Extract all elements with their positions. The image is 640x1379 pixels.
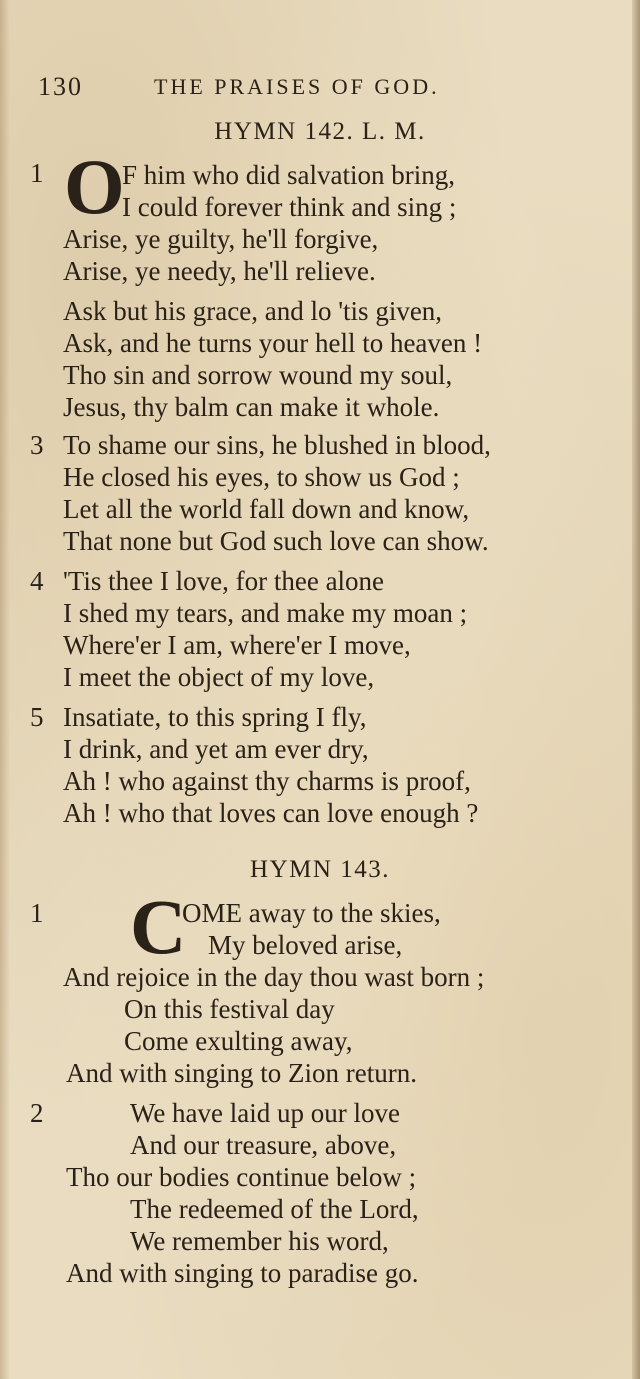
verse-number: 5 xyxy=(30,702,44,732)
hymn-line: I could forever think and sing ; xyxy=(122,192,457,222)
hymn-line: He closed his eyes, to show us God ; xyxy=(63,462,460,492)
hymn-line: Arise, ye guilty, he'll forgive, xyxy=(63,224,379,254)
hymn-line: And rejoice in the day thou wast born ; xyxy=(63,962,485,992)
hymn-line: On this festival day xyxy=(124,994,335,1024)
hymn-line: And with singing to Zion return. xyxy=(66,1058,417,1088)
hymn-line: And with singing to paradise go. xyxy=(66,1258,419,1288)
hymn-line: Tho sin and sorrow wound my soul, xyxy=(63,360,453,390)
hymn-143-title: HYMN 143. xyxy=(250,856,390,883)
hymn-line: That none but God such love can show. xyxy=(63,526,489,556)
hymn-line: My beloved arise, xyxy=(208,930,403,960)
hymn-line: I drink, and yet am ever dry, xyxy=(63,734,369,764)
hymn-line: The redeemed of the Lord, xyxy=(130,1194,419,1224)
hymn-line: Ask but his grace, and lo 'tis given, xyxy=(63,296,443,326)
verse-number: 4 xyxy=(30,566,44,596)
hymn-line: We have laid up our love xyxy=(130,1098,400,1128)
hymn-line: We remember his word, xyxy=(130,1226,389,1256)
hymn-line: Let all the world fall down and know, xyxy=(63,494,470,524)
drop-cap-letter: C xyxy=(130,883,187,970)
hymn-142-title: HYMN 142. L. M. xyxy=(214,118,426,145)
hymn-line: Insatiate, to this spring I fly, xyxy=(63,702,367,732)
verse-number: 1 xyxy=(30,158,44,188)
hymn-line: Arise, ye needy, he'll relieve. xyxy=(63,256,376,286)
page-number: 130 xyxy=(38,72,83,101)
verse-number: 2 xyxy=(30,1098,44,1128)
running-head: THE PRAISES OF GOD. xyxy=(154,74,440,99)
hymn-line: And our treasure, above, xyxy=(130,1130,397,1160)
hymn-line: Ah ! who against thy charms is proof, xyxy=(63,766,471,796)
hymn-line: Tho our bodies continue below ; xyxy=(66,1162,417,1192)
hymn-line: Ask, and he turns your hell to heaven ! xyxy=(63,328,483,358)
hymn-line: Come exulting away, xyxy=(124,1026,353,1056)
hymn-line: I shed my tears, and make my moan ; xyxy=(63,598,468,628)
page-edge-shadow xyxy=(632,0,640,1379)
hymn-line: F him who did salvation bring, xyxy=(122,160,455,190)
hymn-line: OME away to the skies, xyxy=(182,898,441,928)
hymn-line: Ah ! who that loves can love enough ? xyxy=(63,798,479,828)
page-gutter-shadow xyxy=(0,0,10,1379)
verse-number: 3 xyxy=(30,430,44,460)
drop-cap-letter: O xyxy=(64,143,125,230)
hymn-line: Where'er I am, where'er I move, xyxy=(63,630,411,660)
verse-number: 1 xyxy=(30,898,44,928)
hymn-line: 'Tis thee I love, for thee alone xyxy=(63,566,385,596)
hymn-line: Jesus, thy balm can make it whole. xyxy=(63,392,440,422)
hymn-line: I meet the object of my love, xyxy=(63,662,375,692)
hymn-line: To shame our sins, he blushed in blood, xyxy=(63,430,491,460)
